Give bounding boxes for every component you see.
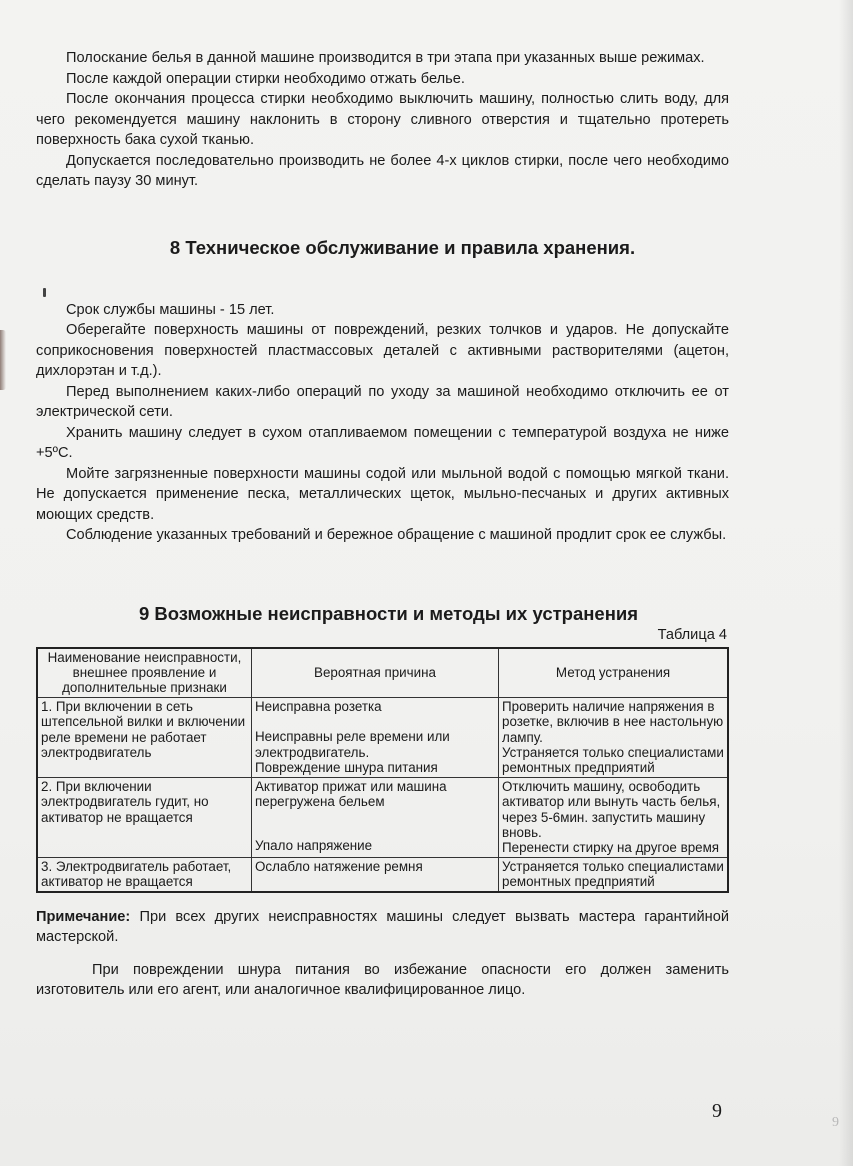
fix-text: Проверить наличие напряжения в розетке, включив в нее настольную лампу. <box>502 698 724 745</box>
table-row <box>37 857 728 891</box>
note-label: Примечание: <box>36 908 131 925</box>
cause-text: Неисправны реле времени или электродвигатель. <box>255 729 450 760</box>
binding-mark <box>0 330 6 390</box>
paragraph: Срок службы машины - 15 лет. <box>66 301 275 318</box>
table-row <box>37 697 728 777</box>
paragraph: Допускается последовательно производить не более 4-х циклов стирки, после чего необходимо сделать паузу 30 минут. <box>36 152 729 189</box>
fault-text: 3. Электродвигатель работает, активатор не вращается <box>41 858 232 890</box>
paragraph: Соблюдение указанных требований и бережное обращение с машиной продлит срок ее службы. <box>66 527 727 543</box>
cause-text: Активатор прижат или машина перегружена бельем <box>255 778 447 810</box>
paragraph: После каждой операции стирки необходимо отжать белье. <box>66 70 465 87</box>
note-text: При всех других неисправностях машины следует вызвать мастера гарантийной мастерской. <box>36 908 729 946</box>
fix-text: Устраняется только специалистами ремонтных предприятий <box>502 858 724 890</box>
page-number-ghost: 9 <box>832 1115 839 1130</box>
table-header-row <box>37 648 728 698</box>
page-edge-shadow <box>839 0 853 1166</box>
table-caption: Таблица 4 <box>657 626 727 643</box>
fault-cell <box>37 697 252 777</box>
column-header-fault: Наименование неисправности, внешнее проявление и дополнительные признаки <box>37 648 252 698</box>
fix-cell <box>499 697 729 777</box>
cause-cell <box>252 857 499 891</box>
fix-text: Отключить машину, освободить активатор или вынуть часть белья, через 5-6мин. запустить машину вновь. <box>502 778 721 840</box>
paragraph: Мойте загрязненные поверхности машины содой или мыльной водой с помощью мягкой ткани. Не допускается применение песка, металлических щеток, мыльно-песчаных и других активных моющих средств. <box>36 465 729 523</box>
cause-text: Упало напряжение <box>255 837 373 853</box>
table-row <box>37 777 728 857</box>
cause-text: Ослабло натяжение ремня <box>255 858 423 874</box>
section-8-heading: 8 Техническое обслуживание и правила хранения. <box>169 236 636 258</box>
cause-text: Неисправна розетка <box>255 698 382 714</box>
paragraph: Полоскание белья в данной машине производится в три этапа при указанных выше режимах. <box>66 50 705 66</box>
fix-cell <box>499 857 729 891</box>
page-content <box>36 48 729 1001</box>
cause-cell <box>252 697 499 777</box>
note-paragraph <box>36 907 729 948</box>
paragraph: Оберегайте поверхность машины от повреждений, резких толчков и ударов. Не допускайте соприкосновения поверхностей пластмассовых деталей с активными растворителями (ацетон, дихлорэтан и т.д.). <box>36 322 729 379</box>
cause-cell <box>252 777 499 857</box>
column-header-cause: Вероятная причина <box>252 648 499 698</box>
fault-cell <box>37 857 252 891</box>
fix-cell <box>499 777 729 857</box>
fix-text: Перенести стирку на другое время <box>502 840 720 856</box>
column-header-fix: Метод устранения <box>499 648 729 698</box>
fault-cell <box>37 777 252 857</box>
fault-text: 2. При включении электродвигатель гудит, но активатор не вращается <box>41 778 209 825</box>
faults-table <box>36 647 729 893</box>
paragraph: Перед выполнением каких-либо операций по уходу за машиной необходимо отключить ее от электрической сети. <box>36 383 729 420</box>
paragraph: После окончания процесса стирки необходимо выключить машину, полностью слить воду, для чего рекомендуется машину наклонить в сторону сливного отверстия и тщательно протереть поверхность бака сухой тканью. <box>36 91 729 148</box>
page-number: 9 <box>712 1100 722 1122</box>
fault-text: 1. При включении в сеть штепсельной вилки и включении реле времени не работает электродвигатель <box>41 698 246 760</box>
section-9-heading: 9 Возможные неисправности и методы их устранения <box>138 602 639 624</box>
paragraph: При повреждении шнура питания во избежание опасности его должен заменить изготовитель или его агент, или аналогичное квалифицированное лицо. <box>36 961 729 999</box>
paragraph: Хранить машину следует в сухом отапливаемом помещении с температурой воздуха не ниже +5ºС. <box>36 424 729 461</box>
fix-text: Устраняется только специалистами ремонтных предприятий <box>502 744 724 776</box>
cause-text: Повреждение шнура питания <box>255 759 438 775</box>
